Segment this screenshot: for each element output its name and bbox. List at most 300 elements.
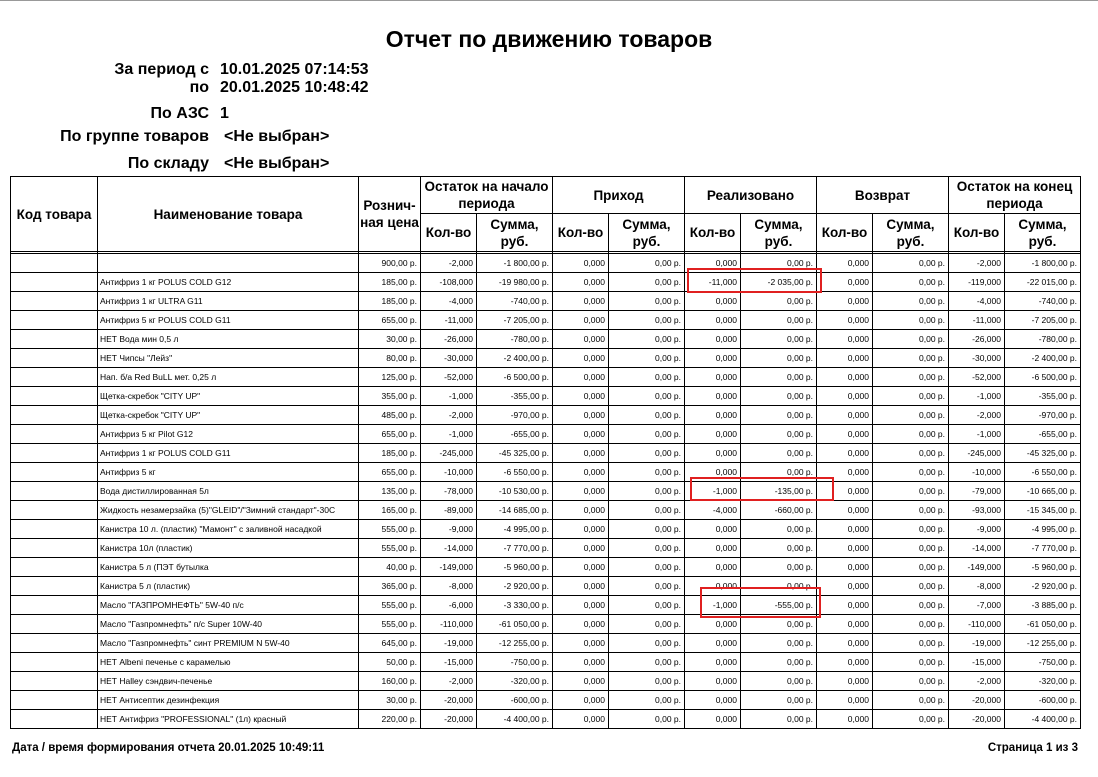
cell-code [11,349,98,368]
cell-start-qty: -4,000 [421,292,477,311]
cell-code [11,482,98,501]
cell-sold-qty: 0,000 [685,387,741,406]
cell-return-sum: 0,00 р. [873,501,949,520]
period-to-value: 20.01.2025 10:48:42 [220,79,369,96]
cell-sold-qty: -11,000 [685,273,741,292]
cell-name: НЕТ Антисептик дезинфекция [98,691,359,710]
cell-income-sum: 0,00 р. [609,444,685,463]
cell-income-qty: 0,000 [553,520,609,539]
cell-end-sum: -740,00 р. [1005,292,1081,311]
cell-income-qty: 0,000 [553,368,609,387]
cell-end-qty: -110,000 [949,615,1005,634]
cell-income-qty: 0,000 [553,596,609,615]
cell-name: НЕТ Вода мин 0,5 л [98,330,359,349]
table-row [11,292,1081,311]
cell-start-sum: -780,00 р. [477,330,553,349]
cell-start-sum: -740,00 р. [477,292,553,311]
cell-sold-sum: -555,00 р. [741,596,817,615]
cell-return-qty: 0,000 [817,710,873,729]
cell-code [11,558,98,577]
cell-code [11,444,98,463]
cell-price: 485,00 р. [359,406,421,425]
cell-sold-sum: 0,00 р. [741,311,817,330]
cell-start-sum: -1 800,00 р. [477,254,553,273]
period-to-label: по [189,79,209,96]
cell-start-sum: -750,00 р. [477,653,553,672]
cell-income-sum: 0,00 р. [609,254,685,273]
cell-end-qty: -9,000 [949,520,1005,539]
cell-sold-qty: -4,000 [685,501,741,520]
cell-return-sum: 0,00 р. [873,425,949,444]
cell-start-qty: -89,000 [421,501,477,520]
cell-sold-qty: 0,000 [685,330,741,349]
cell-income-qty: 0,000 [553,501,609,520]
cell-sold-qty: -1,000 [685,482,741,501]
cell-price: 135,00 р. [359,482,421,501]
cell-income-sum: 0,00 р. [609,463,685,482]
cell-sold-sum: 0,00 р. [741,672,817,691]
cell-sold-sum: 0,00 р. [741,254,817,273]
cell-sold-sum: 0,00 р. [741,634,817,653]
page-indicator: Страница 1 из 3 [987,742,1078,754]
cell-end-qty: -14,000 [949,539,1005,558]
cell-code [11,596,98,615]
cell-sold-sum: 0,00 р. [741,463,817,482]
cell-income-qty: 0,000 [553,254,609,273]
cell-code [11,653,98,672]
cell-sold-sum: -2 035,00 р. [741,273,817,292]
cell-return-qty: 0,000 [817,406,873,425]
cell-end-sum: -45 325,00 р. [1005,444,1081,463]
cell-income-qty: 0,000 [553,273,609,292]
cell-sold-qty: 0,000 [685,425,741,444]
cell-return-qty: 0,000 [817,634,873,653]
col-income-header: Приход [553,177,685,214]
cell-return-qty: 0,000 [817,520,873,539]
cell-sold-sum: 0,00 р. [741,577,817,596]
cell-code [11,463,98,482]
cell-return-sum: 0,00 р. [873,444,949,463]
cell-name: Канистра 5 л (ПЭТ бутылка [98,558,359,577]
cell-price: 555,00 р. [359,539,421,558]
cell-income-sum: 0,00 р. [609,558,685,577]
cell-name: Щетка-скребок "CITY UP" [98,406,359,425]
table-row [11,672,1081,691]
cell-code [11,615,98,634]
cell-sold-qty: 0,000 [685,292,741,311]
cell-name: Антифриз 5 кг Pilot G12 [98,425,359,444]
cell-sold-qty: 0,000 [685,539,741,558]
cell-name: НЕТ Чипсы "Лейз" [98,349,359,368]
cell-code [11,539,98,558]
cell-end-sum: -2 400,00 р. [1005,349,1081,368]
cell-income-sum: 0,00 р. [609,330,685,349]
cell-return-sum: 0,00 р. [873,615,949,634]
cell-return-qty: 0,000 [817,387,873,406]
table-row [11,577,1081,596]
table-row [11,710,1081,729]
table-row [11,444,1081,463]
cell-sold-qty: 0,000 [685,368,741,387]
cell-start-sum: -5 960,00 р. [477,558,553,577]
cell-name: Канистра 5 л (пластик) [98,577,359,596]
cell-return-sum: 0,00 р. [873,387,949,406]
cell-sold-sum: 0,00 р. [741,330,817,349]
cell-return-qty: 0,000 [817,292,873,311]
cell-end-sum: -22 015,00 р. [1005,273,1081,292]
cell-end-qty: -20,000 [949,710,1005,729]
cell-income-qty: 0,000 [553,292,609,311]
cell-end-sum: -3 885,00 р. [1005,596,1081,615]
cell-start-qty: -10,000 [421,463,477,482]
cell-return-sum: 0,00 р. [873,577,949,596]
table-row [11,501,1081,520]
cell-start-qty: -52,000 [421,368,477,387]
cell-price: 30,00 р. [359,330,421,349]
cell-name: Щетка-скребок "CITY UP" [98,387,359,406]
cell-end-sum: -10 665,00 р. [1005,482,1081,501]
cell-start-sum: -19 980,00 р. [477,273,553,292]
cell-end-qty: -245,000 [949,444,1005,463]
cell-income-sum: 0,00 р. [609,596,685,615]
cell-start-qty: -2,000 [421,254,477,273]
cell-return-qty: 0,000 [817,444,873,463]
table-row [11,425,1081,444]
cell-start-sum: -2 400,00 р. [477,349,553,368]
cell-end-sum: -15 345,00 р. [1005,501,1081,520]
cell-income-qty: 0,000 [553,349,609,368]
cell-return-qty: 0,000 [817,482,873,501]
cell-start-sum: -7 205,00 р. [477,311,553,330]
cell-income-qty: 0,000 [553,463,609,482]
cell-start-sum: -10 530,00 р. [477,482,553,501]
cell-start-sum: -2 920,00 р. [477,577,553,596]
cell-income-qty: 0,000 [553,444,609,463]
cell-end-sum: -600,00 р. [1005,691,1081,710]
group-value: <Не выбран> [224,128,330,145]
cell-return-qty: 0,000 [817,672,873,691]
cell-income-qty: 0,000 [553,710,609,729]
col-sold-header: Реализовано [685,177,817,214]
cell-end-qty: -4,000 [949,292,1005,311]
cell-name: НЕТ Albeni печенье с карамелью [98,653,359,672]
cell-income-qty: 0,000 [553,482,609,501]
cell-code [11,501,98,520]
cell-return-sum: 0,00 р. [873,653,949,672]
report-title: Отчет по движению товаров [385,26,713,52]
cell-income-sum: 0,00 р. [609,406,685,425]
cell-start-sum: -12 255,00 р. [477,634,553,653]
table-row [11,368,1081,387]
cell-end-sum: -12 255,00 р. [1005,634,1081,653]
cell-start-qty: -149,000 [421,558,477,577]
cell-income-sum: 0,00 р. [609,368,685,387]
cell-price: 900,00 р. [359,254,421,273]
cell-start-sum: -6 500,00 р. [477,368,553,387]
cell-start-qty: -110,000 [421,615,477,634]
cell-sold-sum: 0,00 р. [741,406,817,425]
cell-code [11,520,98,539]
cell-income-sum: 0,00 р. [609,577,685,596]
cell-return-qty: 0,000 [817,539,873,558]
cell-start-sum: -4 400,00 р. [477,710,553,729]
cell-return-qty: 0,000 [817,311,873,330]
cell-start-qty: -6,000 [421,596,477,615]
cell-price: 555,00 р. [359,520,421,539]
cell-sold-qty: 0,000 [685,577,741,596]
cell-return-sum: 0,00 р. [873,691,949,710]
cell-sold-qty: 0,000 [685,444,741,463]
cell-sold-sum: 0,00 р. [741,387,817,406]
cell-income-qty: 0,000 [553,615,609,634]
table-row [11,691,1081,710]
cell-sold-sum: 0,00 р. [741,349,817,368]
cell-price: 125,00 р. [359,368,421,387]
table-row [11,520,1081,539]
cell-price: 185,00 р. [359,273,421,292]
cell-start-qty: -19,000 [421,634,477,653]
table-row [11,311,1081,330]
return-sum-header: Сумма, руб. [873,214,949,252]
cell-price: 40,00 р. [359,558,421,577]
cell-start-qty: -15,000 [421,653,477,672]
cell-sold-qty: 0,000 [685,710,741,729]
cell-sold-sum: 0,00 р. [741,653,817,672]
cell-end-sum: -5 960,00 р. [1005,558,1081,577]
cell-end-qty: -52,000 [949,368,1005,387]
cell-start-qty: -108,000 [421,273,477,292]
return-qty-header: Кол-во [817,214,873,252]
cell-return-qty: 0,000 [817,615,873,634]
cell-return-sum: 0,00 р. [873,349,949,368]
col-price-header: Рознич-ная цена [359,177,421,252]
cell-sold-qty: 0,000 [685,634,741,653]
cell-code [11,672,98,691]
col-end-header: Остаток на конец периода [949,177,1081,214]
col-code-header: Код товара [11,177,98,252]
cell-income-sum: 0,00 р. [609,520,685,539]
cell-start-qty: -2,000 [421,672,477,691]
cell-end-qty: -2,000 [949,672,1005,691]
cell-price: 645,00 р. [359,634,421,653]
cell-end-qty: -2,000 [949,254,1005,273]
cell-start-qty: -20,000 [421,710,477,729]
cell-end-sum: -4 400,00 р. [1005,710,1081,729]
cell-end-sum: -4 995,00 р. [1005,520,1081,539]
cell-name: Канистра 10л (пластик) [98,539,359,558]
cell-end-qty: -93,000 [949,501,1005,520]
cell-sold-qty: 0,000 [685,349,741,368]
cell-return-sum: 0,00 р. [873,482,949,501]
table-row [11,634,1081,653]
cell-start-qty: -30,000 [421,349,477,368]
cell-start-qty: -78,000 [421,482,477,501]
cell-end-qty: -19,000 [949,634,1005,653]
highlight-box [690,477,834,501]
cell-start-sum: -970,00 р. [477,406,553,425]
cell-name: Вода дистиллированная 5л [98,482,359,501]
cell-return-qty: 0,000 [817,653,873,672]
cell-end-qty: -8,000 [949,577,1005,596]
cell-sold-qty: 0,000 [685,615,741,634]
cell-income-qty: 0,000 [553,311,609,330]
cell-start-qty: -9,000 [421,520,477,539]
table-row [11,349,1081,368]
cell-code [11,292,98,311]
cell-sold-qty: 0,000 [685,558,741,577]
cell-return-qty: 0,000 [817,273,873,292]
cell-code [11,311,98,330]
cell-sold-qty: 0,000 [685,254,741,273]
table-row [11,273,1081,292]
generated-timestamp: Дата / время формирования отчета 20.01.2025 10:49:11 [12,742,325,754]
cell-sold-qty: 0,000 [685,311,741,330]
page-top-border [0,0,1098,1]
cell-return-sum: 0,00 р. [873,596,949,615]
cell-code [11,254,98,273]
warehouse-value: <Не выбран> [224,155,330,172]
cell-end-qty: -79,000 [949,482,1005,501]
cell-end-sum: -7 770,00 р. [1005,539,1081,558]
cell-income-qty: 0,000 [553,634,609,653]
cell-return-sum: 0,00 р. [873,273,949,292]
cell-price: 655,00 р. [359,311,421,330]
cell-end-qty: -20,000 [949,691,1005,710]
cell-start-qty: -2,000 [421,406,477,425]
cell-code [11,387,98,406]
cell-end-sum: -750,00 р. [1005,653,1081,672]
cell-name: Нап. б/а Red BuLL мет. 0,25 л [98,368,359,387]
cell-start-sum: -3 330,00 р. [477,596,553,615]
cell-end-sum: -355,00 р. [1005,387,1081,406]
cell-start-sum: -4 995,00 р. [477,520,553,539]
cell-return-sum: 0,00 р. [873,292,949,311]
cell-start-sum: -655,00 р. [477,425,553,444]
start-sum-header: Сумма, руб. [477,214,553,252]
cell-income-qty: 0,000 [553,330,609,349]
cell-end-qty: -119,000 [949,273,1005,292]
cell-code [11,425,98,444]
cell-price: 50,00 р. [359,653,421,672]
cell-price: 165,00 р. [359,501,421,520]
cell-sold-sum: -135,00 р. [741,482,817,501]
cell-start-sum: -7 770,00 р. [477,539,553,558]
cell-start-sum: -355,00 р. [477,387,553,406]
cell-return-sum: 0,00 р. [873,672,949,691]
cell-end-qty: -2,000 [949,406,1005,425]
col-name-header: Наименование товара [98,177,359,252]
cell-return-qty: 0,000 [817,330,873,349]
cell-income-sum: 0,00 р. [609,501,685,520]
cell-return-qty: 0,000 [817,349,873,368]
cell-return-qty: 0,000 [817,577,873,596]
table-body [11,252,1081,729]
cell-return-qty: 0,000 [817,558,873,577]
cell-sold-qty: 0,000 [685,672,741,691]
cell-end-sum: -780,00 р. [1005,330,1081,349]
cell-name: Масло "ГАЗПРОМНЕФТЬ" 5W-40 п/с [98,596,359,615]
cell-income-sum: 0,00 р. [609,273,685,292]
cell-income-qty: 0,000 [553,539,609,558]
cell-start-qty: -245,000 [421,444,477,463]
income-qty-header: Кол-во [553,214,609,252]
cell-end-sum: -1 800,00 р. [1005,254,1081,273]
sold-qty-header: Кол-во [685,214,741,252]
cell-income-qty: 0,000 [553,653,609,672]
col-start-header: Остаток на начало периода [421,177,553,214]
cell-income-qty: 0,000 [553,691,609,710]
group-label: По группе товаров [60,128,209,145]
cell-end-qty: -1,000 [949,425,1005,444]
table-row [11,558,1081,577]
cell-income-sum: 0,00 р. [609,691,685,710]
col-return-header: Возврат [817,177,949,214]
cell-name: Антифриз 5 кг POLUS COLD G11 [98,311,359,330]
cell-price: 355,00 р. [359,387,421,406]
cell-end-sum: -61 050,00 р. [1005,615,1081,634]
cell-income-qty: 0,000 [553,558,609,577]
cell-end-sum: -6 500,00 р. [1005,368,1081,387]
sold-sum-header: Сумма, руб. [741,214,817,252]
cell-income-sum: 0,00 р. [609,292,685,311]
cell-return-sum: 0,00 р. [873,311,949,330]
cell-start-sum: -320,00 р. [477,672,553,691]
table-row [11,539,1081,558]
cell-return-sum: 0,00 р. [873,634,949,653]
azs-label: По АЗС [150,105,209,122]
cell-code [11,330,98,349]
cell-start-qty: -20,000 [421,691,477,710]
cell-price: 655,00 р. [359,425,421,444]
cell-end-sum: -320,00 р. [1005,672,1081,691]
cell-return-qty: 0,000 [817,254,873,273]
cell-income-qty: 0,000 [553,406,609,425]
cell-sold-qty: -1,000 [685,596,741,615]
cell-code [11,634,98,653]
cell-sold-qty: 0,000 [685,691,741,710]
cell-income-sum: 0,00 р. [609,615,685,634]
cell-end-sum: -655,00 р. [1005,425,1081,444]
cell-name: Антифриз 1 кг POLUS COLD G12 [98,273,359,292]
cell-code [11,577,98,596]
table-row [11,596,1081,615]
cell-sold-sum: 0,00 р. [741,425,817,444]
cell-name: Антифриз 1 кг POLUS COLD G11 [98,444,359,463]
cell-sold-qty: 0,000 [685,653,741,672]
cell-sold-sum: -660,00 р. [741,501,817,520]
movement-table [10,176,1081,729]
highlight-box [687,268,822,293]
cell-return-sum: 0,00 р. [873,330,949,349]
cell-price: 555,00 р. [359,615,421,634]
cell-income-sum: 0,00 р. [609,539,685,558]
highlight-box [700,587,821,618]
cell-sold-sum: 0,00 р. [741,368,817,387]
cell-income-sum: 0,00 р. [609,482,685,501]
cell-sold-sum: 0,00 р. [741,292,817,311]
cell-start-sum: -600,00 р. [477,691,553,710]
cell-return-qty: 0,000 [817,691,873,710]
cell-start-sum: -45 325,00 р. [477,444,553,463]
cell-price: 185,00 р. [359,444,421,463]
cell-end-qty: -10,000 [949,463,1005,482]
cell-start-qty: -11,000 [421,311,477,330]
cell-end-sum: -7 205,00 р. [1005,311,1081,330]
end-sum-header: Сумма, руб. [1005,214,1081,252]
period-from-label: За период с [114,61,209,78]
cell-price: 555,00 р. [359,596,421,615]
cell-end-qty: -149,000 [949,558,1005,577]
